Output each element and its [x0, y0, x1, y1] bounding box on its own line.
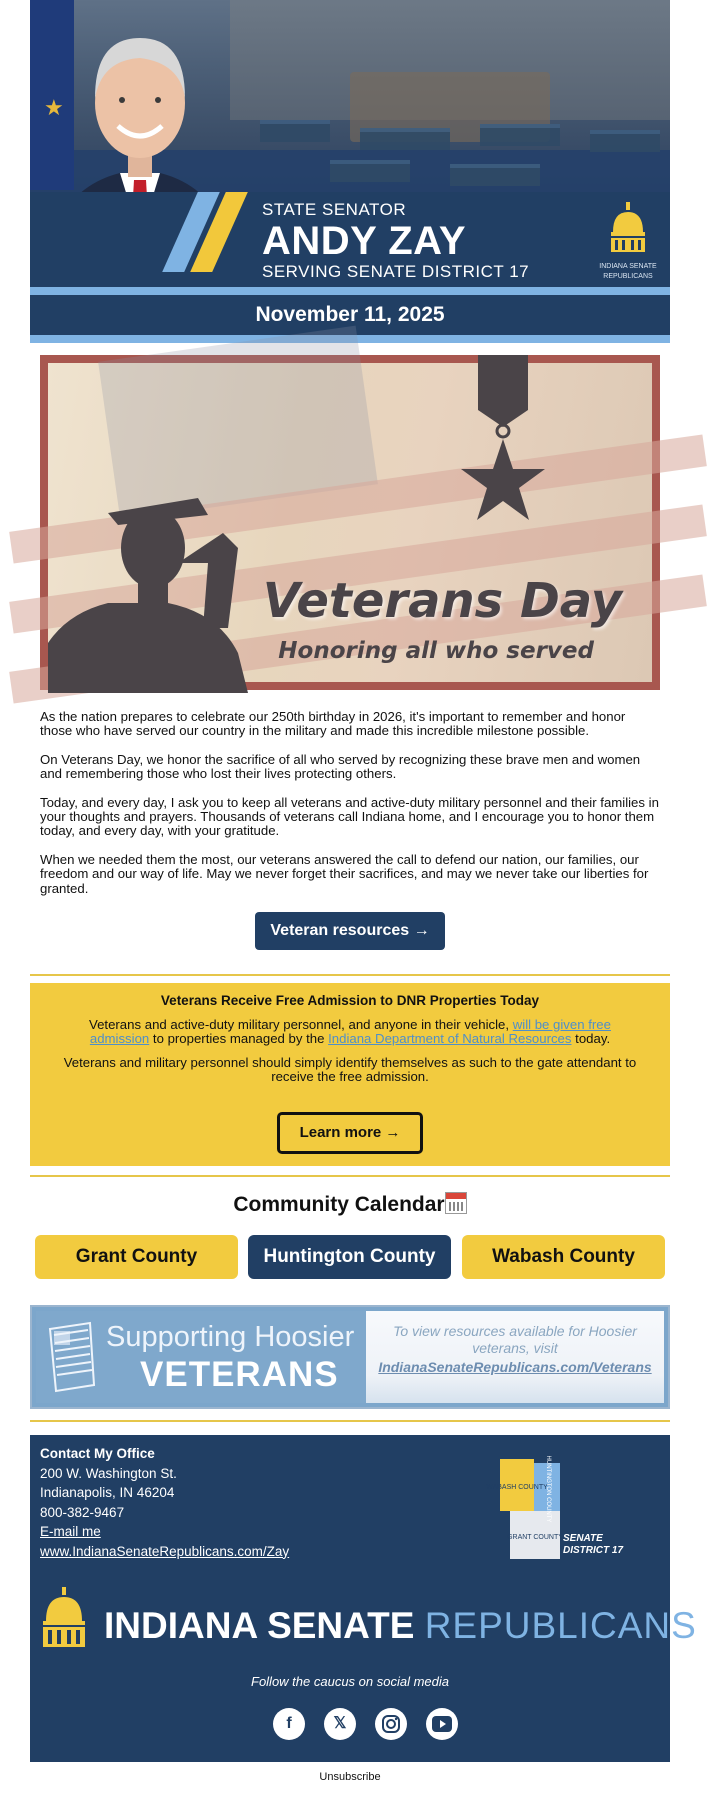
dnr-paragraph-2: Veterans and military personnel should simply identify themselves as such to the gate attendant to receive the free admission.: [63, 1055, 637, 1084]
stripe: [30, 287, 670, 295]
district-line: SERVING SENATE DISTRICT 17: [262, 262, 530, 281]
indiana-flag: ★: [30, 0, 74, 190]
paragraph: As the nation prepares to celebrate our 250th birthday in 2026, it's important to remember and honor those who have served our country in the military and made this incredible milestone possible.: [40, 709, 626, 739]
veteran-resources-button[interactable]: Veteran resources →: [255, 912, 445, 950]
banner-line-1: Supporting Hoosier: [106, 1321, 355, 1353]
logo-caption-2: REPUBLICANS: [603, 273, 653, 280]
paragraph: When we needed them the most, our veterans answered the call to defend our nation, our families, our freedom and our way of life. May we never forget their sacrifices, and may we never take our liberties for granted.: [40, 851, 649, 896]
learn-more-button[interactable]: Learn more →: [277, 1112, 423, 1154]
dnr-heading: Veterans Receive Free Admission to DNR Properties Today: [160, 993, 540, 1008]
divider: [30, 974, 670, 976]
dnr-admission-box: [30, 983, 670, 1166]
nameplate-text: [262, 200, 529, 282]
x-icon[interactable]: 𝕏: [324, 1708, 356, 1740]
divider: [30, 1175, 670, 1177]
capitol-dome-icon: [607, 202, 649, 256]
youtube-icon[interactable]: [426, 1708, 458, 1740]
isr-wordmark: INDIANA SENATE REPUBLICANS: [104, 1605, 697, 1646]
website-link[interactable]: www.IndianaSenateRepublicans.com/Zay: [40, 1543, 290, 1559]
logo-caption-1: INDIANA SENATE: [599, 263, 657, 270]
address-line-2: Indianapolis, IN 46204: [40, 1485, 175, 1500]
senator-title: STATE SENATOR: [262, 200, 407, 219]
address-line-1: 200 W. Washington St.: [40, 1465, 177, 1481]
banner-left: [36, 1311, 366, 1403]
map-label-wabash: WABASH COUNTY: [486, 1484, 548, 1491]
banner-line-2: VETERANS: [140, 1355, 339, 1394]
senator-name: ANDY ZAY: [262, 219, 467, 263]
header-banner: [30, 0, 670, 287]
message-body: [40, 710, 660, 910]
dnr-paragraph-1: Veterans and active-duty military personnel, and anyone in their vehicle, will be given free admission to properties managed by the Indiana Department of Natural Resources today.: [89, 1017, 611, 1046]
flag-document-icon: [44, 1319, 100, 1395]
map-label-grant: GRANT COUNTY: [507, 1534, 563, 1541]
wabash-county-button[interactable]: Wabash County: [462, 1235, 665, 1279]
follow-text: Follow the caucus on social media: [251, 1674, 449, 1689]
map-label-huntington: HUNTINGTON COUNTY: [545, 1455, 551, 1523]
hero-subtitle: Honoring all who served: [278, 638, 594, 664]
capitol-dome-icon: [40, 1587, 88, 1649]
email-link[interactable]: E-mail me: [40, 1524, 101, 1539]
banner-right: [366, 1311, 664, 1403]
footer: [30, 1435, 697, 1762]
hero-title: Veterans Day: [262, 573, 622, 629]
supporting-veterans-banner[interactable]: [30, 1305, 670, 1409]
banner-url[interactable]: IndianaSenateRepublicans.com/Veterans: [378, 1359, 652, 1375]
facebook-icon[interactable]: f: [273, 1708, 305, 1740]
divider: [30, 1420, 670, 1422]
free-admission-link[interactable]: will be given free admission: [89, 1017, 611, 1046]
phone: 800-382-9467: [40, 1504, 125, 1520]
date-bar: November 11, 2025: [30, 295, 670, 335]
veterans-day-hero: [40, 355, 660, 690]
contact-heading: Contact My Office: [40, 1446, 155, 1461]
paragraph: On Veterans Day, we honor the sacrifice of all who served by recognizing these brave men and women and remembering those who lost their lives protecting others.: [40, 751, 641, 782]
saluting-soldier-icon: [48, 453, 288, 693]
community-calendar-title: Community Calendar: [30, 1192, 670, 1217]
huntington-county-button[interactable]: Huntington County: [248, 1235, 451, 1279]
instagram-icon[interactable]: [375, 1708, 407, 1740]
banner-instructions: To view resources available for Hoosier veterans, visit: [393, 1323, 637, 1356]
senate-republicans-logo: [598, 202, 658, 281]
calendar-icon: [445, 1192, 467, 1214]
paragraph: Today, and every day, I ask you to keep all veterans and active-duty military personnel and their families in your thoughts and prayers. Thousands of veterans call Indiana home, and I encourage you to honor them today, and every day, with your gratitude.: [40, 794, 659, 839]
medal-icon: [453, 355, 553, 530]
dnr-link[interactable]: Indiana Department of Natural Resources: [328, 1031, 572, 1046]
grant-county-button[interactable]: Grant County: [35, 1235, 238, 1279]
unsubscribe-link[interactable]: Unsubscribe: [319, 1771, 381, 1783]
district-label: SENATE DISTRICT 17: [563, 1533, 624, 1556]
contact-block: [40, 1444, 289, 1561]
